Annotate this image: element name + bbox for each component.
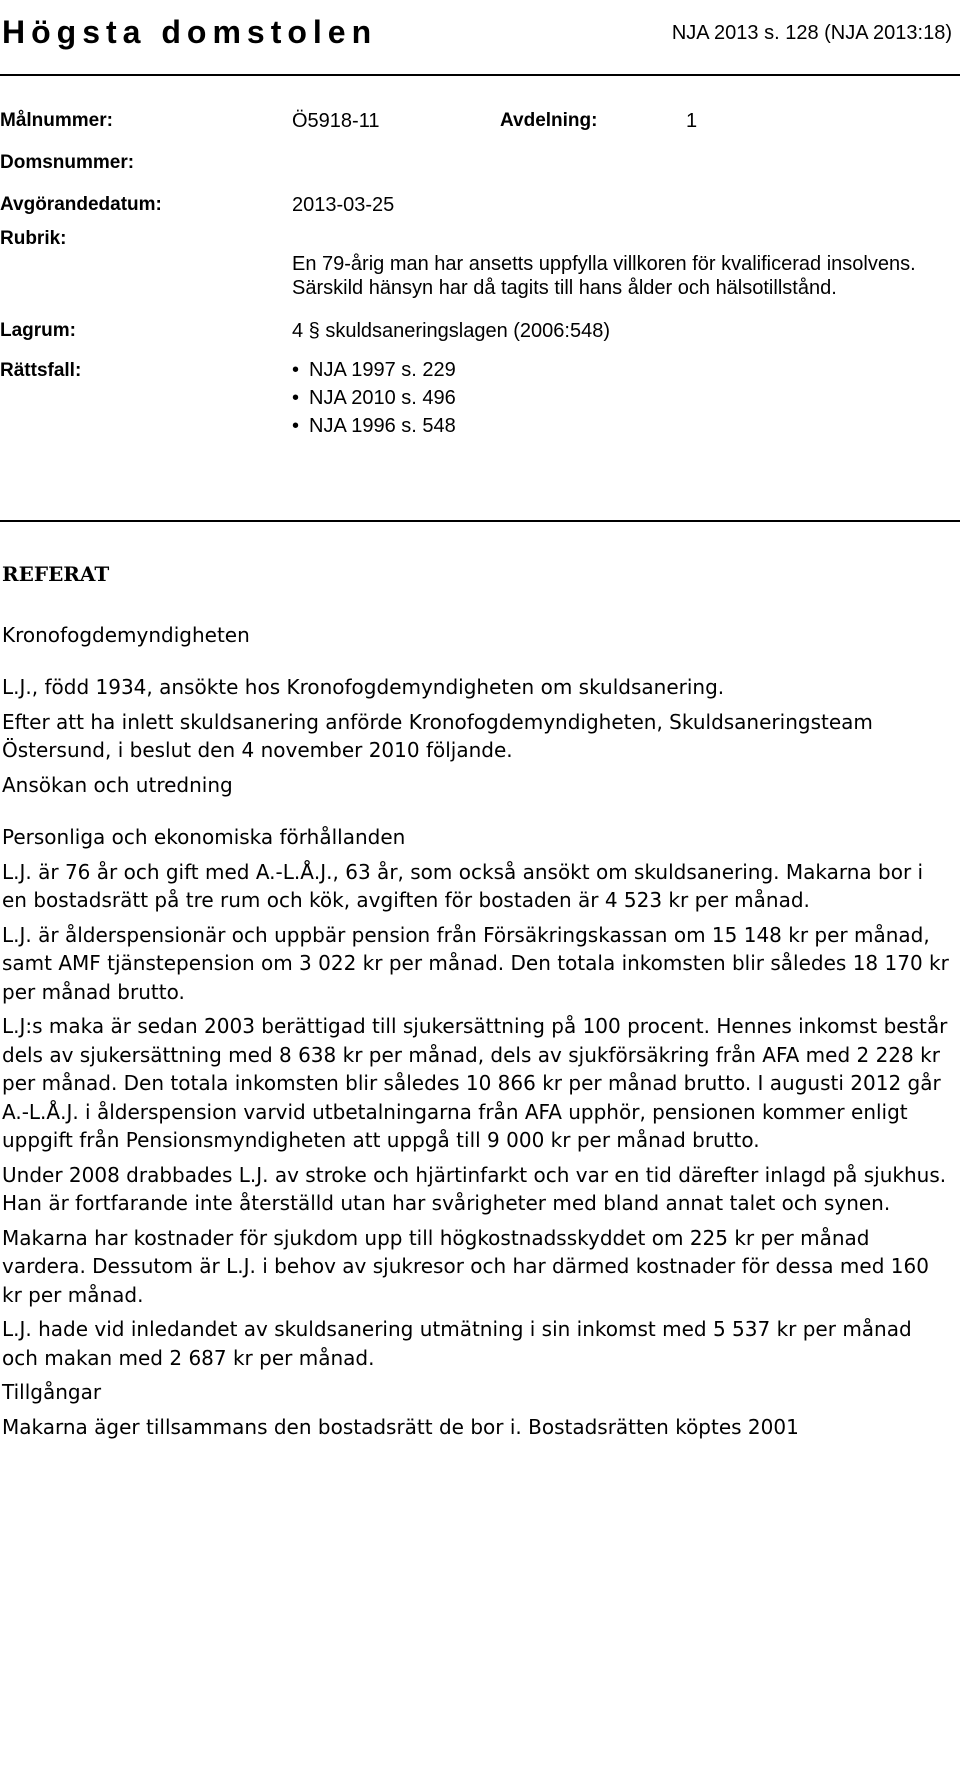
section-divider: [0, 520, 960, 522]
domsnummer-label: Domsnummer:: [0, 152, 135, 173]
malnummer-value: Ö5918-11: [292, 110, 380, 132]
lagrum-label: Lagrum:: [0, 320, 76, 341]
rattsfall-item: • NJA 2010 s. 496: [292, 384, 456, 412]
paragraph: L.J., född 1934, ansökte hos Kronofogdemyndigheten om skuldsanering.: [2, 675, 725, 699]
rubrik-text: En 79-årig man har ansetts uppfylla villkoren för kvalificerad insolvens. Särskild hänsyn har då tagits till hans ålder och hälsotillstånd.: [292, 253, 916, 299]
paragraph: Under 2008 drabbades L.J. av stroke och hjärtinfarkt och var en tid därefter inlagd på sjukhus. Han är fortfarande inte återställd utan har svårigheter med bland annat talet och synen.: [2, 1162, 947, 1215]
paragraph: L.J. är 76 år och gift med A.-L.Å.J., 63 år, som också ansökt om skuldsanering. Makarna bor i en bostadsrätt på tre rum och kök, avgiften för bostaden är 4 523 kr per månad.: [2, 859, 924, 912]
avgorandedatum-label: Avgörandedatum:: [0, 194, 162, 215]
case-reference: NJA 2013 s. 128 (NJA 2013:18): [671, 22, 952, 44]
paragraph: L.J. är ålderspensionär och uppbär pension från Försäkringskassan om 15 148 kr per månad, samt AMF tjänstepension om 3 022 kr per månad. Den totala inkomsten blir således 18 170 kr per månad brutto.: [2, 922, 949, 1004]
rattsfall-list: [292, 356, 456, 440]
rubrik-label: Rubrik:: [0, 228, 67, 249]
document-header: [0, 0, 960, 76]
paragraph: L.J:s maka är sedan 2003 berättigad till sjukersättning på 100 procent. Hennes inkomst består dels av sjukersättning med 8 638 kr per månad, dels av sjukförsäkring från AFA med 2 228 kr per månad. Den totala inkomsten blir således 10 866 kr per månad brutto. I augusti 2012 går A.-L.Å.J. i ålderspension varvid utbetalningarna från AFA upphör, pensionen kommer enligt uppgift från Pensionsmyndigheten att uppgå till 9 000 kr per månad brutto.: [2, 1014, 948, 1152]
lagrum-value: 4 § skuldsaneringslagen (2006:548): [292, 320, 610, 342]
avdelning-value: 1: [686, 110, 698, 132]
subheading: Tillgångar: [2, 1380, 102, 1404]
referat-body: [2, 560, 952, 1447]
subheading: Personliga och ekonomiska förhållanden: [2, 825, 406, 849]
subheading: Ansökan och utredning: [2, 772, 233, 797]
court-name: Högsta domstolen: [2, 14, 378, 50]
rattsfall-item: • NJA 1996 s. 548: [292, 412, 456, 440]
referat-heading: REFERAT: [2, 562, 110, 586]
paragraph: Makarna har kostnader för sjukdom upp till högkostnadsskyddet om 225 kr per månad vardera. Dessutom är L.J. i behov av sjukresor och har därmed kostnader för dessa med 160 kr per månad.: [2, 1225, 929, 1307]
rattsfall-item: • NJA 1997 s. 229: [292, 356, 456, 384]
rattsfall-label: Rättsfall:: [0, 360, 82, 381]
paragraph: Efter att ha inlett skuldsanering anförde Kronofogdemyndigheten, Skuldsaneringsteam Östersund, i beslut den 4 november 2010 följande.: [2, 709, 873, 762]
paragraph: Makarna äger tillsammans den bostadsrätt de bor i. Bostadsrätten köptes 2001: [2, 1414, 799, 1439]
avdelning-label: Avdelning:: [500, 110, 598, 131]
paragraph: L.J. hade vid inledandet av skuldsanering utmätning i sin inkomst med 5 537 kr per månad och makan med 2 687 kr per månad.: [2, 1317, 912, 1370]
avgorandedatum-value: 2013-03-25: [292, 194, 395, 216]
malnummer-label: Målnummer:: [0, 110, 113, 131]
authority-heading: Kronofogdemyndigheten: [2, 622, 250, 647]
